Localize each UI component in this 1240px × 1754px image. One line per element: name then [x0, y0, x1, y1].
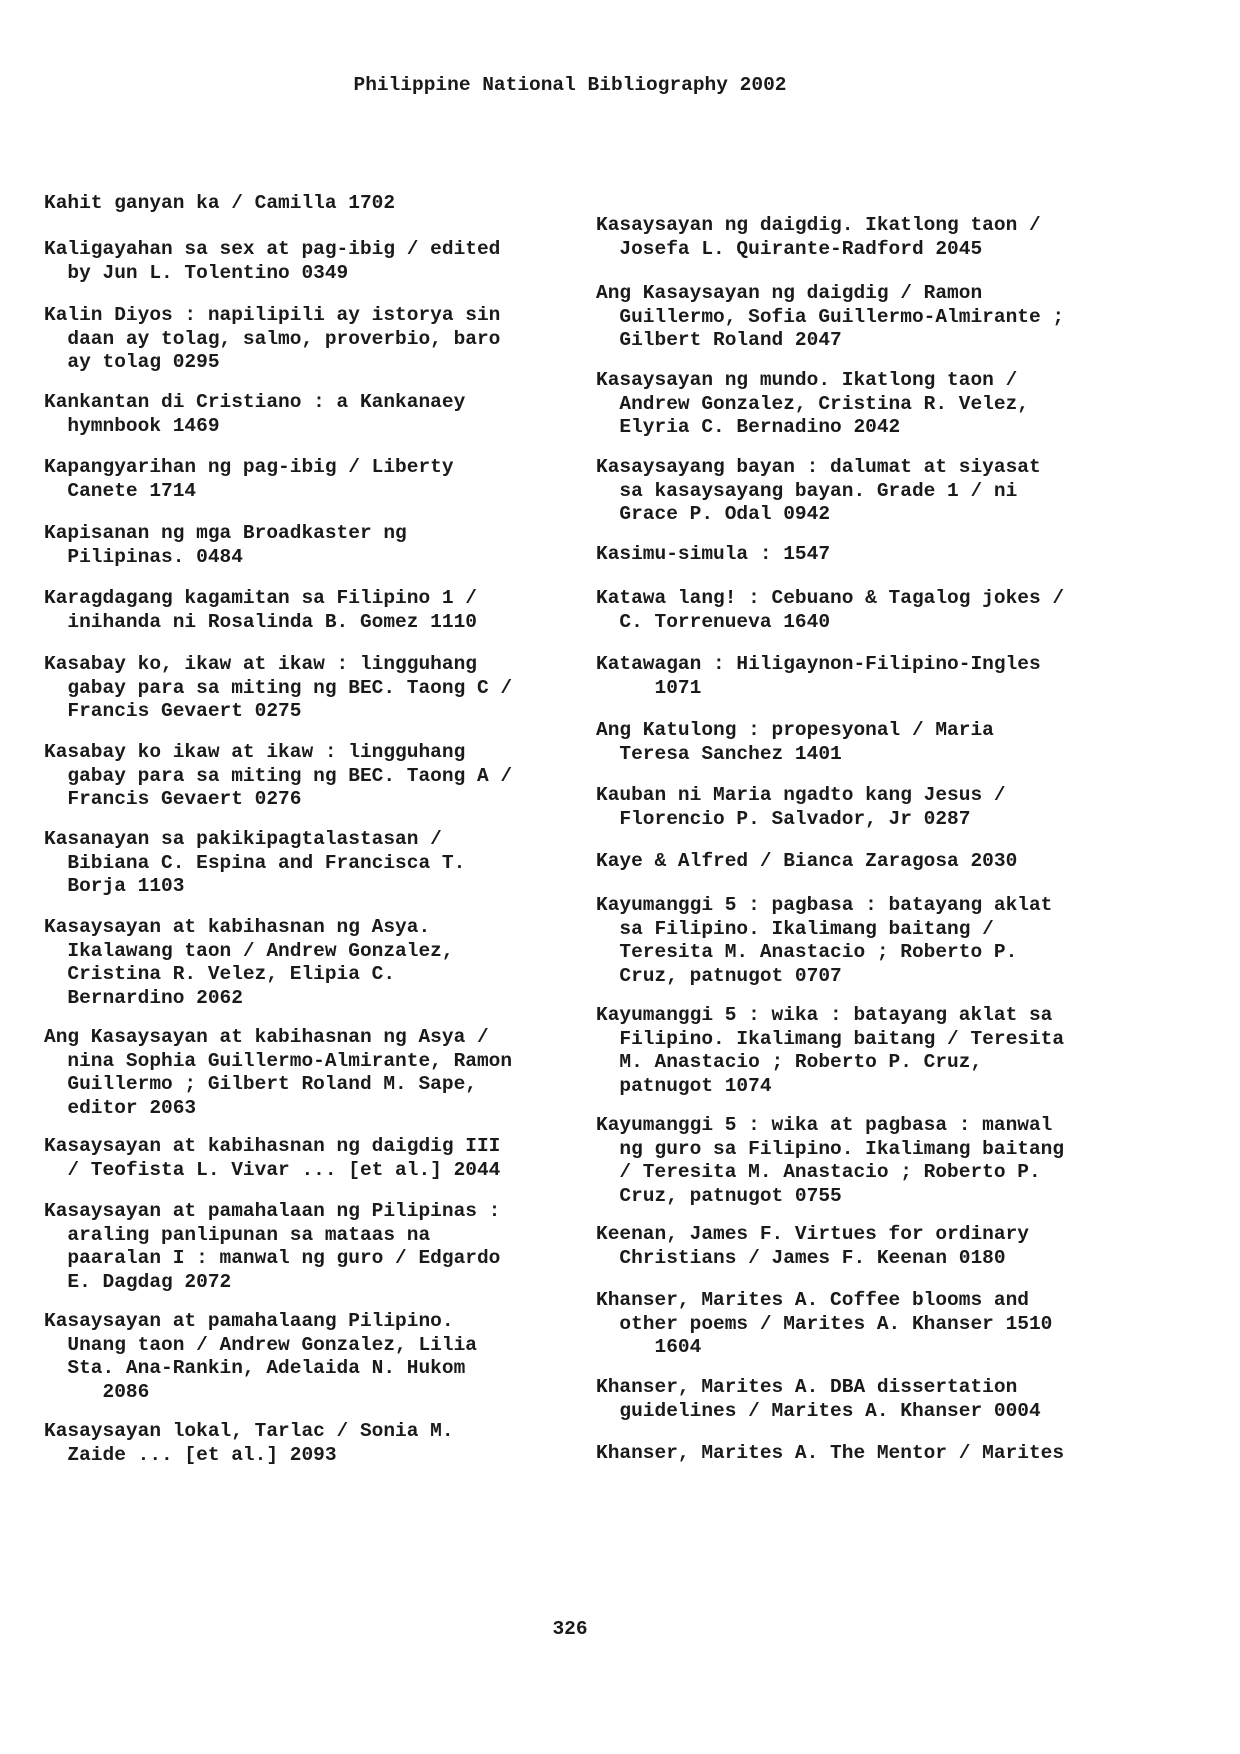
- entry-line: Andrew Gonzalez, Cristina R. Velez,: [596, 392, 1029, 415]
- entry-line: Kasaysayan at kabihasnan ng daigdig III: [44, 1135, 501, 1157]
- bibliography-entry: [44, 391, 604, 438]
- entry-line: Kasaysayan at pamahalaang Pilipino.: [44, 1310, 454, 1332]
- entry-line: Kasaysayan ng mundo. Ikatlong taon /: [596, 369, 1018, 391]
- entry-line: Unang taon / Andrew Gonzalez, Lilia: [44, 1333, 477, 1356]
- entry-line: Gilbert Roland 2047: [596, 329, 842, 351]
- entry-line: Keenan, James F. Virtues for ordinary: [596, 1223, 1029, 1245]
- entry-line: editor 2063: [44, 1096, 197, 1119]
- entry-line: Kasaysayan at pamahalaan ng Pilipinas :: [44, 1200, 501, 1222]
- entry-line: Kasabay ko, ikaw at ikaw : lingguhang: [44, 653, 477, 675]
- entry-line: Elyria C. Bernadino 2042: [596, 416, 901, 438]
- entry-line: paaralan I : manwal ng guro / Edgardo: [44, 1247, 501, 1269]
- entry-line: by Jun L. Tolentino 0349: [44, 261, 349, 284]
- entry-line: Kasimu-simula : 1547: [596, 543, 831, 565]
- entry-line: Cristina R. Velez, Elipia C.: [44, 963, 396, 985]
- bibliography-entry: [596, 1442, 1156, 1466]
- bibliography-entry: [44, 1310, 604, 1404]
- entry-line: Guillermo ; Gilbert Roland M. Sape,: [44, 1073, 477, 1095]
- entry-line: araling panlipunan sa mataas na: [44, 1223, 431, 1246]
- page-header: Philippine National Bibliography 2002: [353, 74, 787, 96]
- bibliography-entry: [44, 192, 604, 216]
- entry-line: Khanser, Marites A. Coffee blooms and: [596, 1289, 1029, 1311]
- entry-line: Kayumanggi 5 : pagbasa : batayang aklat: [596, 894, 1053, 916]
- entry-line: C. Torrenueva 1640: [596, 610, 831, 633]
- bibliography-entry: [596, 1114, 1156, 1208]
- bibliography-entry: [44, 653, 604, 724]
- entry-line: Khanser, Marites A. DBA dissertation: [596, 1376, 1018, 1398]
- bibliography-entry: [596, 369, 1156, 440]
- entry-line: gabay para sa miting ng BEC. Taong A /: [44, 764, 513, 787]
- bibliography-entry: [44, 1200, 604, 1294]
- entry-line: Pilipinas. 0484: [44, 545, 243, 568]
- entry-line: Filipino. Ikalimang baitang / Teresita: [596, 1027, 1065, 1050]
- entry-line: Khanser, Marites A. The Mentor / Marites: [596, 1442, 1065, 1464]
- entry-line: patnugot 1074: [596, 1074, 772, 1097]
- bibliography-entry: [596, 214, 1156, 261]
- bibliography-entry: [44, 1420, 604, 1467]
- entry-line: Kasaysayan ng daigdig. Ikatlong taon /: [596, 214, 1041, 236]
- bibliography-entry: [44, 238, 604, 285]
- entry-line: 1604: [596, 1336, 702, 1358]
- entry-line: Ang Kasaysayan at kabihasnan ng Asya /: [44, 1026, 489, 1048]
- entry-line: Borja 1103: [44, 875, 185, 897]
- bibliography-entry: [44, 916, 604, 1010]
- entry-line: M. Anastacio ; Roberto P. Cruz,: [596, 1051, 983, 1073]
- entry-line: Kalin Diyos : napilipili ay istorya sin: [44, 304, 501, 326]
- bibliography-entry: [596, 587, 1156, 634]
- bibliography-entry: [44, 1026, 604, 1120]
- entry-line: Kasabay ko ikaw at ikaw : lingguhang: [44, 741, 466, 763]
- entry-line: Canete 1714: [44, 479, 197, 502]
- entry-line: Ang Kasaysayan ng daigdig / Ramon: [596, 282, 983, 304]
- entry-line: Zaide ... [et al.] 2093: [44, 1443, 337, 1466]
- entry-line: 2086: [44, 1380, 150, 1403]
- entry-line: sa Filipino. Ikalimang baitang /: [596, 917, 994, 940]
- entry-line: Kayumanggi 5 : wika at pagbasa : manwal: [596, 1114, 1053, 1136]
- bibliography-entry: [44, 1135, 604, 1182]
- entry-line: Kaligayahan sa sex at pag-ibig / edited: [44, 238, 501, 260]
- bibliography-entry: [44, 828, 604, 899]
- bibliography-entry: [596, 850, 1156, 874]
- bibliography-entry: [596, 282, 1156, 353]
- bibliography-entry: [596, 894, 1156, 988]
- entry-line: Grace P. Odal 0942: [596, 503, 831, 525]
- bibliography-entry: [596, 543, 1156, 567]
- entry-line: Kauban ni Maria ngadto kang Jesus /: [596, 784, 1006, 806]
- entry-line: Josefa L. Quirante-Radford 2045: [596, 237, 983, 260]
- entry-line: gabay para sa miting ng BEC. Taong C /: [44, 676, 513, 699]
- entry-line: Cruz, patnugot 0707: [596, 964, 842, 987]
- bibliography-entry: [596, 1004, 1156, 1098]
- bibliography-entry: [596, 784, 1156, 831]
- entry-line: Sta. Ana-Rankin, Adelaida N. Hukom: [44, 1357, 466, 1379]
- entry-line: Karagdagang kagamitan sa Filipino 1 /: [44, 587, 477, 609]
- bibliography-entry: [44, 741, 604, 812]
- entry-line: ng guro sa Filipino. Ikalimang baitang: [596, 1137, 1065, 1160]
- entry-line: inihanda ni Rosalinda B. Gomez 1110: [44, 610, 477, 633]
- entry-line: guidelines / Marites A. Khanser 0004: [596, 1399, 1041, 1422]
- bibliography-entry: [44, 522, 604, 569]
- entry-line: Francis Gevaert 0276: [44, 788, 302, 810]
- entry-line: Teresita M. Anastacio ; Roberto P.: [596, 941, 1018, 963]
- entry-line: 1071: [596, 676, 702, 699]
- entry-line: Kaye & Alfred / Bianca Zaragosa 2030: [596, 850, 1018, 872]
- entry-line: Kahit ganyan ka / Camilla 1702: [44, 192, 396, 214]
- entry-line: ay tolag 0295: [44, 351, 220, 373]
- bibliography-entry: [596, 1376, 1156, 1423]
- bibliography-entry: [44, 456, 604, 503]
- entry-line: daan ay tolag, salmo, proverbio, baro: [44, 327, 501, 350]
- entry-line: E. Dagdag 2072: [44, 1270, 232, 1293]
- entry-line: Ikalawang taon / Andrew Gonzalez,: [44, 939, 454, 962]
- entry-line: Bernardino 2062: [44, 986, 243, 1009]
- bibliography-entry: [596, 456, 1156, 527]
- entry-line: other poems / Marites A. Khanser 1510: [596, 1312, 1053, 1335]
- entry-line: Kasanayan sa pakikipagtalastasan /: [44, 828, 442, 850]
- bibliography-entry: [596, 1289, 1156, 1360]
- entry-line: Kayumanggi 5 : wika : batayang aklat sa: [596, 1004, 1053, 1026]
- bibliography-entry: [596, 719, 1156, 766]
- entry-line: Cruz, patnugot 0755: [596, 1184, 842, 1207]
- entry-line: Kapisanan ng mga Broadkaster ng: [44, 522, 407, 544]
- entry-line: Guillermo, Sofia Guillermo-Almirante ;: [596, 305, 1065, 328]
- entry-line: Florencio P. Salvador, Jr 0287: [596, 807, 971, 830]
- entry-line: Ang Katulong : propesyonal / Maria: [596, 719, 994, 741]
- entry-line: hymnbook 1469: [44, 414, 220, 437]
- entry-line: / Teofista L. Vivar ... [et al.] 2044: [44, 1158, 501, 1181]
- entry-line: Katawa lang! : Cebuano & Tagalog jokes /: [596, 587, 1065, 609]
- bibliography-entry: [596, 653, 1156, 700]
- entry-line: / Teresita M. Anastacio ; Roberto P.: [596, 1161, 1041, 1183]
- entry-line: Kasaysayan at kabihasnan ng Asya.: [44, 916, 431, 938]
- entry-line: nina Sophia Guillermo-Almirante, Ramon: [44, 1049, 513, 1072]
- entry-line: Bibiana C. Espina and Francisca T.: [44, 851, 466, 874]
- entry-line: Kasaysayang bayan : dalumat at siyasat: [596, 456, 1041, 478]
- entry-line: Katawagan : Hiligaynon-Filipino-Ingles: [596, 653, 1041, 675]
- entry-line: Kapangyarihan ng pag-ibig / Liberty: [44, 456, 454, 478]
- entry-line: Kasaysayan lokal, Tarlac / Sonia M.: [44, 1420, 454, 1442]
- page-number: 326: [552, 1618, 588, 1640]
- entry-line: Kankantan di Cristiano : a Kankanaey: [44, 391, 466, 413]
- entry-line: sa kasaysayang bayan. Grade 1 / ni: [596, 479, 1018, 502]
- bibliography-entry: [44, 304, 604, 375]
- bibliography-entry: [596, 1223, 1156, 1270]
- entry-line: Christians / James F. Keenan 0180: [596, 1246, 1006, 1269]
- entry-line: Francis Gevaert 0275: [44, 700, 302, 722]
- bibliography-entry: [44, 587, 604, 634]
- entry-line: Teresa Sanchez 1401: [596, 742, 842, 765]
